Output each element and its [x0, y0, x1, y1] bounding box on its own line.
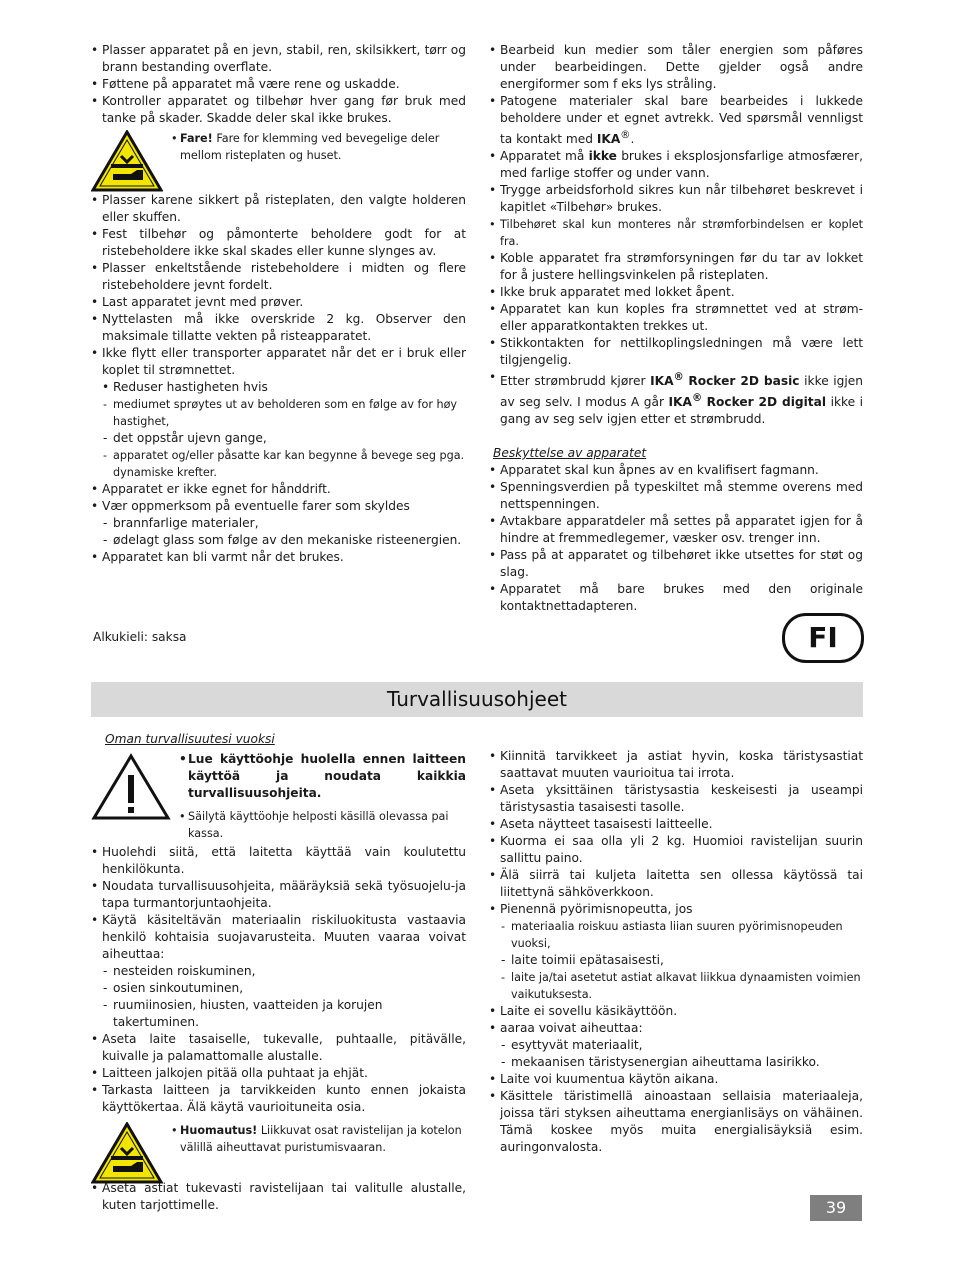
- fi-left-column: [91, 731, 466, 1214]
- no-left-column: [91, 42, 466, 566]
- fi-subheading: Oman turvallisuutesi vuoksi: [105, 732, 275, 746]
- list-item: • Huolehdi siitä, että laitetta käyttää vain koulutettu henkilökunta.: [91, 844, 466, 878]
- list-item: • Aseta laite tasaiselle, tukevalle, puhtaalle, pitävälle, kuivalle ja palamattomalle alustalle.: [91, 1031, 466, 1065]
- list-item: • Vær oppmerksom på eventuelle farer som skyldes: [91, 498, 466, 515]
- list-item: • Plasser enkeltstående ristebeholdere i midten og flere ristebeholdere jevnt fordelt.: [91, 260, 466, 294]
- list-item: • Bearbeid kun medier som tåler energien som påføres under bearbeidingen. Dette gjelder også andre energiformer som f eks lys stråling.: [489, 42, 863, 93]
- list-item: • Reduser hastigheten hvis: [102, 379, 466, 396]
- notice-label: Huomautus!: [180, 1124, 258, 1137]
- list-item: • Spenningsverdien på typeskiltet må stemme overens med nettspenningen.: [489, 479, 863, 513]
- list-item: • Ikke flytt eller transporter apparatet når det er i bruk eller koplet til strømnettet.: [91, 345, 466, 379]
- list-subitem: - laite toimii epätasaisesti,: [489, 952, 863, 969]
- list-item: • Noudata turvallisuusohjeita, määräyksiä sekä työsuojelu-ja tapa turmantorjuntaohjeita.: [91, 878, 466, 912]
- list-item: • Aseta astiat tukevasti ravistelijaan tai valitulle alustalle, kuten tarjottimelle.: [91, 1180, 466, 1214]
- list-subitem: - esyttyvät materiaalit,: [489, 1037, 863, 1054]
- fi-right-column: [489, 748, 863, 1156]
- list-item: • Tarkasta laitteen ja tarvikkeiden kunto ennen jokaista käyttökertaa. Älä käytä vaurioituneita osia.: [91, 1082, 466, 1116]
- no-right-column: [489, 42, 863, 615]
- list-subitem: - osien sinkoutuminen,: [91, 980, 466, 997]
- list-item: • Trygge arbeidsforhold sikres kun når tilbehøret beskrevet i kapitlet «Tilbehør» brukes.: [489, 182, 863, 216]
- explosive-bold: ikke: [588, 149, 617, 164]
- list-item: • Käsittele täristimellä ainoastaan sellaisia materiaaleja, joissa täri styksen aiheuttama energianlisäys on vähäinen. Tämä koskee myös muita energialisäyksiä esim. auringonvalosta.: [489, 1088, 863, 1156]
- list-subitem: - apparatet og/eller påsatte kar kan begynne å bevege seg pga. dynamiske krefter.: [91, 447, 466, 481]
- notice-text: Liikkuvat osat ravistelijan ja kotelon välillä aiheuttavat puristumisvaaran.: [180, 1124, 462, 1154]
- list-subitem: - mediumet sprøytes ut av beholderen som en følge av for høy hastighet,: [91, 396, 466, 430]
- list-item: • Fest tilbehør og påmonterte beholdere godt for at ristebeholdere ikke skal skades eller kunne slynges av.: [91, 226, 466, 260]
- list-item: • Kuorma ei saa olla yli 2 kg. Huomioi ravistelijan suurin sallittu paino.: [489, 833, 863, 867]
- exclamation-warning-icon: [91, 753, 171, 821]
- list-item: • Føttene på apparatet må være rene og uskadde.: [91, 76, 466, 93]
- outage-text-2: ikke igjen av seg selv. I modus A går: [500, 374, 864, 410]
- list-item: • Pass på at apparatet og tilbehøret ikke utsettes for støt og slag.: [489, 547, 863, 581]
- list-subitem: - ruumiinosien, hiusten, vaatteiden ja korujen takertuminen.: [91, 997, 466, 1031]
- list-item: • Avtakbare apparatdeler må settes på apparatet igjen for å hindre at fremmedlegemer, væsker osv. trenger inn.: [489, 513, 863, 547]
- fi-crush-warning: [91, 1122, 466, 1172]
- list-item: • Apparatet må bare brukes med den originale kontaktnettadapteren.: [489, 581, 863, 615]
- list-subitem: - ødelagt glass som følge av den mekaniske risteenergien.: [91, 532, 466, 549]
- brand-name: IKA: [650, 374, 674, 389]
- list-subitem: - mekaanisen täristysenergian aiheuttama lasirikko.: [489, 1054, 863, 1071]
- list-item: • Stikkontakten for nettilkoplingsledningen må være lett tilgjengelig.: [489, 335, 863, 369]
- read-manual-text: • Lue käyttöohje huolella ennen laitteen käyttöä ja noudata kaikkia turvallisuusohjeita.: [179, 751, 466, 802]
- list-item: • Nyttelasten må ikke overskride 2 kg. Observer den maksimale tillatte vekten på risteapparatet.: [91, 311, 466, 345]
- hand-crush-warning-icon: [91, 1122, 163, 1184]
- list-item: • Pienennä pyörimisnopeutta, jos: [489, 901, 863, 918]
- list-item: • aaraa voivat aiheuttaa:: [489, 1020, 863, 1037]
- list-item: • Ikke bruk apparatet med lokket åpent.: [489, 284, 863, 301]
- outage-text-3: ikke i gang av seg selv igjen etter et strømbrudd.: [500, 395, 864, 427]
- explosive-post: brukes i eksplosjonsfarlige atmosfærer, med farlige stoffer og under vann.: [500, 149, 864, 181]
- list-subitem: - materiaalia roiskuu astiasta liian suuren pyörimisnopeuden vuoksi,: [489, 918, 863, 952]
- list-item: • Käytä käsiteltävän materiaalin riskiluokitusta vastaavia henkilö kohtaisia suojavarusteita. Muuten vaaraa voivat aiheuttaa:: [91, 912, 466, 963]
- language-badge: FI: [782, 613, 864, 663]
- warning-text: Fare for klemming ved bevegelige deler mellom risteplaten og huset.: [180, 132, 440, 162]
- fi-read-manual-warning: [91, 751, 466, 842]
- hand-crush-warning-icon: [91, 130, 163, 192]
- list-subitem: - nesteiden roiskuminen,: [91, 963, 466, 980]
- list-subitem: - laite ja/tai asetetut astiat alkavat liikkua dynaamisten voimien vaikutuksesta.: [489, 969, 863, 1003]
- list-item: • Plasser apparatet på en jevn, stabil, ren, skilsikkert, tørr og brann bestanding overflate.: [91, 42, 466, 76]
- list-item: • Laite ei sovellu käsikäyttöön.: [489, 1003, 863, 1020]
- list-item: • Patogene materialer skal bare bearbeides i lukkede beholdere under et egnet avtrekk. Ved spørsmål vennligst ta kontakt med IKA®.: [489, 93, 863, 148]
- keep-manual-text: • Säilytä käyttöohje helposti käsillä olevassa pai kassa.: [179, 808, 466, 842]
- pathogen-text: Patogene materialer skal bare bearbeides i lukkede beholdere under et egnet avtrekk. Ved spørsmål vennligst ta kontakt med: [500, 94, 863, 147]
- registered-mark: ®: [620, 130, 631, 141]
- list-item: • Plasser karene sikkert på risteplaten, den valgte holderen eller skuffen.: [91, 192, 466, 226]
- list-item: • Laite voi kuumentua käytön aikana.: [489, 1071, 863, 1088]
- list-item: • Apparatet skal kun åpnes av en kvalifisert fagmann.: [489, 462, 863, 479]
- list-item: • Aseta yksittäinen täristysastia keskeisesti ja useampi täristysastia tasaisesti tasolle.: [489, 782, 863, 816]
- list-item: • Apparatet kan bli varmt når det brukes.: [91, 549, 466, 566]
- list-item: • Koble apparatet fra strømforsyningen før du tar av lokket for å justere hellingsvinkelen på risteplaten.: [489, 250, 863, 284]
- list-subitem: - brannfarlige materialer,: [91, 515, 466, 532]
- registered-mark: ®: [691, 393, 703, 405]
- list-item: • Tilbehøret skal kun monteres når strømforbindelsen er koplet fra.: [489, 216, 863, 250]
- brand-name: IKA: [668, 395, 692, 410]
- list-item: • Apparatet er ikke egnet for hånddrift.: [91, 481, 466, 498]
- brand-name: IKA: [596, 132, 621, 147]
- no-crush-warning: [91, 130, 466, 180]
- list-subitem: - det oppstår ujevn gange,: [91, 430, 466, 447]
- list-item: • Laitteen jalkojen pitää olla puhtaat ja ehjät.: [91, 1065, 466, 1082]
- list-item: • Älä siirrä tai kuljeta laitetta sen ollessa käytössä tai liitettynä sähköverkkoon.: [489, 867, 863, 901]
- list-item: • Last apparatet jevnt med prøver.: [91, 294, 466, 311]
- model-basic: Rocker 2D basic: [688, 374, 800, 389]
- list-item: [489, 369, 863, 428]
- list-item: • Aseta näytteet tasaisesti laitteelle.: [489, 816, 863, 833]
- outage-text-1: Etter strømbrudd kjører: [500, 374, 646, 389]
- warning-label: Fare!: [180, 132, 213, 145]
- explosive-pre: Apparatet må: [500, 149, 585, 164]
- list-item: • Kontroller apparatet og tilbehør hver gang før bruk med tanke på skader. Skadde deler skal ikke brukes.: [91, 93, 466, 127]
- protection-heading: Beskyttelse av apparatet: [493, 446, 647, 461]
- list-item: • Kiinnitä tarvikkeet ja astiat hyvin, koska täristysastiat saattavat muuten vaurioitua tai irrota.: [489, 748, 863, 782]
- section-title: Turvallisuusohjeet: [91, 682, 863, 717]
- model-digital: Rocker 2D digital: [706, 395, 827, 410]
- list-item: • Apparatet kan kun koples fra strømnettet ved at strøm- eller apparatkontakten trekkes ut.: [489, 301, 863, 335]
- list-item: [489, 148, 863, 182]
- page-number: 39: [810, 1195, 862, 1221]
- source-language: Alkukieli: saksa: [93, 630, 187, 644]
- registered-mark: ®: [673, 372, 684, 384]
